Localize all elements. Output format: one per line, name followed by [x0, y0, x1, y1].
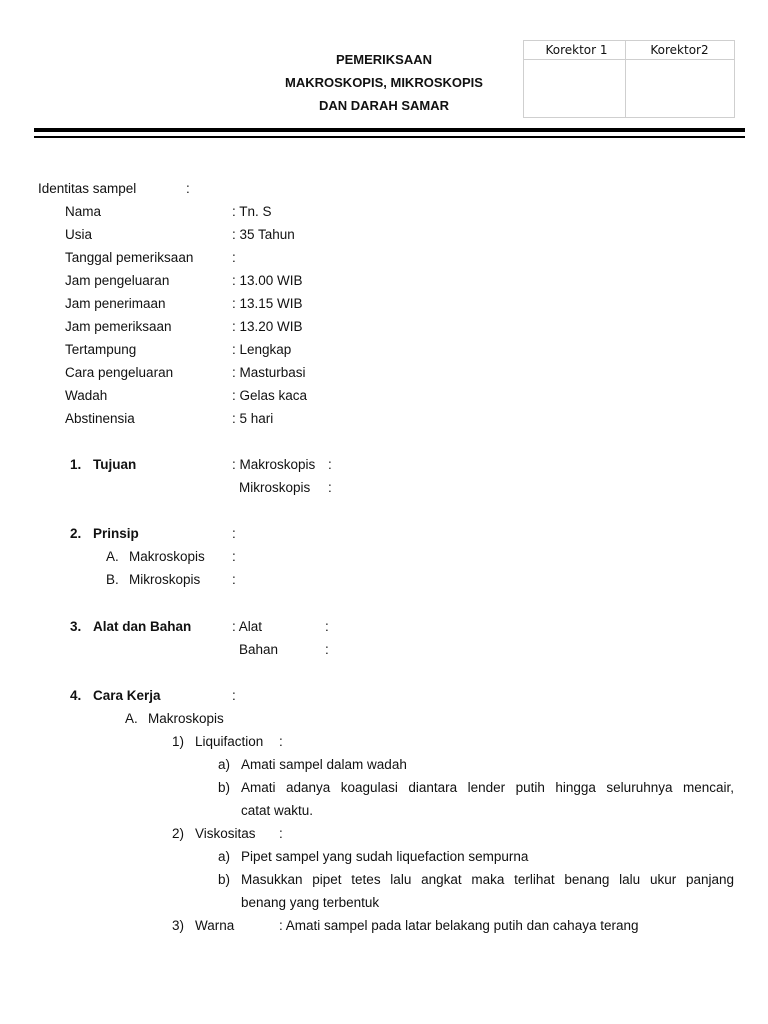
- prinsip-colon: :: [232, 549, 236, 564]
- header-rule-thin: [34, 136, 745, 138]
- identitas-heading: Identitas sampel: [38, 181, 137, 196]
- section-heading-tujuan: Tujuan: [93, 457, 137, 472]
- substep-text: Pipet sampel yang sudah liquefaction sempurna: [241, 849, 529, 864]
- tujuan-colon: :: [328, 457, 332, 472]
- alat-colon: :: [325, 619, 329, 634]
- substep-letter: b): [218, 780, 231, 795]
- section-number: 1.: [70, 457, 82, 472]
- tujuan-mikroskopis: Mikroskopis: [239, 480, 311, 495]
- substep-text: Amati sampel dalam wadah: [241, 757, 407, 772]
- field-label: Abstinensia: [65, 411, 135, 426]
- title-line-3: DAN DARAH SAMAR: [319, 98, 449, 113]
- identitas-colon: :: [186, 181, 190, 196]
- field-value: : Lengkap: [232, 342, 292, 357]
- field-label: Jam pemeriksaan: [65, 319, 172, 334]
- substep-letter: a): [218, 849, 231, 864]
- field-value: : 5 hari: [232, 411, 274, 426]
- field-label: Jam penerimaan: [65, 296, 166, 311]
- substep-text: Amati adanya koagulasi diantara lender putih hingga seluruhnya mencair,: [241, 780, 734, 795]
- title-line-1: PEMERIKSAAN: [335, 52, 433, 67]
- step-viskositas: Viskositas: [195, 826, 256, 841]
- field-value: : 13.20 WIB: [232, 319, 303, 334]
- section-heading-cara-kerja: Cara Kerja: [93, 688, 161, 703]
- prinsip-makroskopis: Makroskopis: [129, 549, 205, 564]
- alat-label: : Alat: [232, 619, 263, 634]
- title-line-2: MAKROSKOPIS, MIKROSKOPIS: [285, 75, 483, 90]
- field-value: : 13.00 WIB: [232, 273, 303, 288]
- field-label: Wadah: [65, 388, 108, 403]
- field-value: : Tn. S: [232, 204, 272, 219]
- list-letter: A.: [106, 549, 119, 564]
- step-colon: :: [279, 826, 283, 841]
- section-number: 4.: [70, 688, 82, 703]
- section-heading-prinsip: Prinsip: [93, 526, 139, 541]
- section-number: 3.: [70, 619, 82, 634]
- tujuan-colon: :: [328, 480, 332, 495]
- prinsip-colon: :: [232, 526, 236, 541]
- field-label: Nama: [65, 204, 102, 219]
- prinsip-mikroskopis: Mikroskopis: [129, 572, 201, 587]
- field-label: Cara pengeluaran: [65, 365, 174, 380]
- tujuan-makroskopis: : Makroskopis: [232, 457, 316, 472]
- field-value: :: [232, 250, 236, 265]
- korektor1-header: Korektor 1: [545, 43, 608, 57]
- cara-kerja-makroskopis: Makroskopis: [148, 711, 224, 726]
- substep-text-continued: catat waktu.: [241, 803, 314, 818]
- step-warna: Warna: [195, 918, 235, 933]
- cara-kerja-colon: :: [232, 688, 236, 703]
- korektor-header-rule: [524, 59, 735, 60]
- step-number: 2): [172, 826, 185, 841]
- step-liquifaction: Liquifaction: [195, 734, 264, 749]
- step-warna-text: : Amati sampel pada latar belakang putih dan cahaya terang: [279, 918, 639, 933]
- substep-letter: b): [218, 872, 231, 887]
- section-number: 2.: [70, 526, 82, 541]
- field-value: : 13.15 WIB: [232, 296, 303, 311]
- bahan-colon: :: [325, 642, 329, 657]
- korektor2-header: Korektor2: [650, 43, 709, 57]
- step-number: 1): [172, 734, 185, 749]
- field-value: : 35 Tahun: [232, 227, 295, 242]
- field-value: : Masturbasi: [232, 365, 306, 380]
- list-letter: A.: [125, 711, 138, 726]
- substep-text-continued: benang yang terbentuk: [241, 895, 380, 910]
- bahan-label: Bahan: [239, 642, 279, 657]
- prinsip-colon: :: [232, 572, 236, 587]
- section-heading-alat: Alat dan Bahan: [93, 619, 192, 634]
- step-number: 3): [172, 918, 185, 933]
- header-rule-thick: [34, 128, 745, 132]
- korektor-table: [523, 40, 735, 118]
- field-label: Jam pengeluaran: [65, 273, 170, 288]
- field-value: : Gelas kaca: [232, 388, 308, 403]
- korektor-divider: [625, 41, 626, 118]
- step-colon: :: [279, 734, 283, 749]
- field-label: Tanggal pemeriksaan: [65, 250, 194, 265]
- field-label: Usia: [65, 227, 93, 242]
- field-label: Tertampung: [65, 342, 137, 357]
- substep-text: Masukkan pipet tetes lalu angkat maka terlihat benang lalu ukur panjang: [241, 872, 734, 887]
- substep-letter: a): [218, 757, 231, 772]
- list-letter: B.: [106, 572, 119, 587]
